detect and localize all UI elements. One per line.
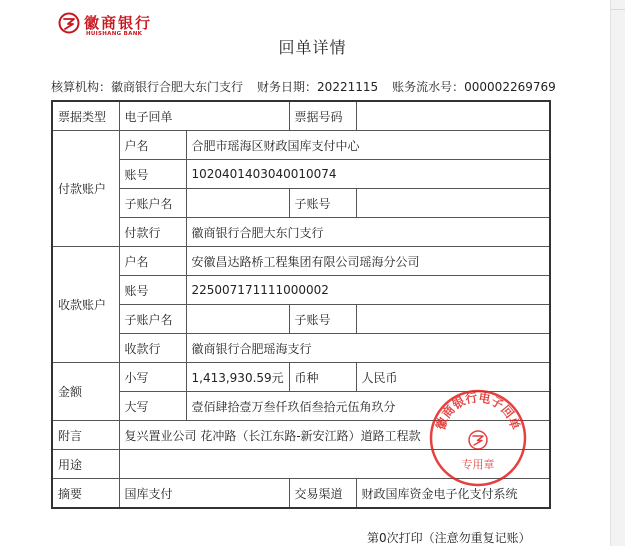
receipt-table (51, 100, 551, 509)
table-row (52, 101, 550, 131)
payee-sub-account-label: 子账号 (289, 305, 356, 334)
payer-name: 合肥市瑶海区财政国库支付中心 (186, 131, 550, 160)
table-row (52, 160, 550, 189)
table-row (52, 421, 550, 450)
payee-name: 安徽昌达路桥工程集团有限公司瑶海分公司 (186, 247, 550, 276)
table-row (52, 392, 550, 421)
table-row (52, 131, 550, 160)
logo-english: HUISHANG BANK (86, 31, 143, 37)
payer-account-label: 账号 (119, 160, 186, 189)
payee-sub-account (356, 305, 550, 334)
seal-text: 徽商银行电子回单 (433, 390, 523, 432)
amount-small-label: 小写 (119, 363, 186, 392)
summary-value: 国库支付 (119, 479, 289, 509)
amount-small: 1,413,930.59元 (186, 363, 289, 392)
table-row (52, 247, 550, 276)
table-row (52, 189, 550, 218)
date-info: 财务日期：20221115 (257, 80, 379, 94)
print-note: 第0次打印（注意勿重复记账） (367, 531, 531, 545)
payee-bank: 徽商银行合肥瑶海支行 (186, 334, 550, 363)
remark-label: 附言 (52, 421, 119, 450)
number-label: 票据号码 (289, 101, 356, 131)
table-row (52, 479, 550, 509)
payer-bank-label: 付款行 (119, 218, 186, 247)
payee-name-label: 户名 (119, 247, 186, 276)
logo-text: 徽商银行 (84, 14, 153, 32)
usage-value (119, 450, 550, 479)
table-row (52, 218, 550, 247)
currency-value: 人民币 (356, 363, 550, 392)
table-row (52, 305, 550, 334)
table-row (52, 450, 550, 479)
payer-sub-name (186, 189, 289, 218)
seal-subtext: 专用章 (461, 458, 495, 471)
payee-sub-name (186, 305, 289, 334)
amount-section-label: 金额 (52, 363, 119, 421)
channel-value: 财政国库资金电子化支付系统 (356, 479, 550, 509)
table-row (52, 276, 550, 305)
payer-section-label: 付款账户 (52, 131, 119, 247)
payee-section-label: 收款账户 (52, 247, 119, 363)
remark-value: 复兴置业公司 花冲路（长江东路-新安江路）道路工程款 (119, 421, 550, 450)
serial-info: 账务流水号：000002269769 (392, 80, 556, 94)
window-scrollbar[interactable] (610, 0, 625, 546)
channel-label: 交易渠道 (289, 479, 356, 509)
payer-bank: 徽商银行合肥大东门支行 (186, 218, 550, 247)
payer-sub-account-label: 子账号 (289, 189, 356, 218)
payee-bank-label: 收款行 (119, 334, 186, 363)
payer-account: 1020401403040010074 (186, 160, 550, 189)
payee-account: 225007171111000002 (186, 276, 550, 305)
summary-label: 摘要 (52, 479, 119, 509)
payee-account-label: 账号 (119, 276, 186, 305)
amount-large: 壹佰肆拾壹万叁仟玖佰叁拾元伍角玖分 (186, 392, 550, 421)
type-value: 电子回单 (119, 101, 289, 131)
number-value (356, 101, 550, 131)
table-row (52, 363, 550, 392)
payer-sub-account (356, 189, 550, 218)
currency-label: 币种 (289, 363, 356, 392)
receipt-info-line (51, 78, 556, 95)
type-label: 票据类型 (52, 101, 119, 131)
payer-sub-name-label: 子账户名 (119, 189, 186, 218)
table-row (52, 334, 550, 363)
payer-name-label: 户名 (119, 131, 186, 160)
org-info: 核算机构：徽商银行合肥大东门支行 (51, 80, 244, 94)
page-title: 回单详情 (278, 38, 347, 57)
amount-large-label: 大写 (119, 392, 186, 421)
usage-label: 用途 (52, 450, 119, 479)
payee-sub-name-label: 子账户名 (119, 305, 186, 334)
